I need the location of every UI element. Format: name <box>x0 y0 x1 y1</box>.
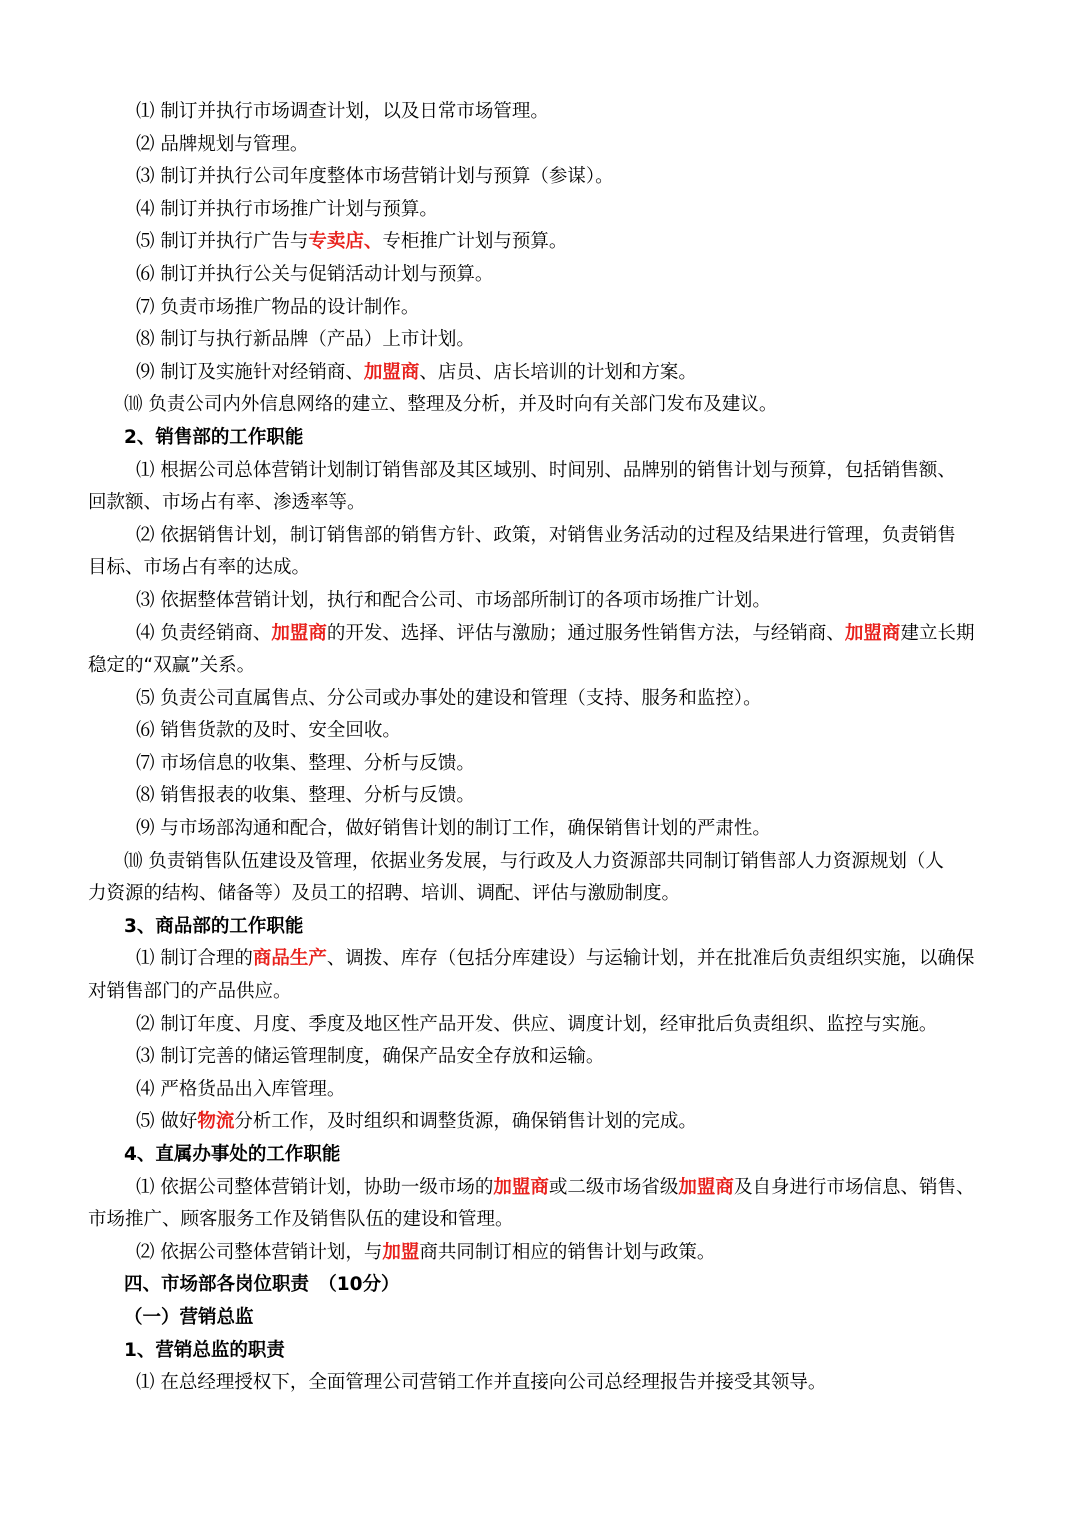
section-heading <box>88 1139 992 1172</box>
list-item <box>88 585 992 618</box>
text-segment: 或二级市场省级 <box>548 1176 679 1198</box>
text-segment: ⑷ 制订并执行市场推广计划与预算。 <box>136 198 438 220</box>
list-item <box>88 618 992 651</box>
text-segment: ⑻ 销售报表的收集、整理、分析与反馈。 <box>136 785 475 807</box>
text-segment: ⑵ 依据销售计划，制订销售部的销售方针、政策，对销售业务活动的过程及结果进行管理，负责销售 <box>136 524 956 546</box>
text-segment: 目标、市场占有率的达成。 <box>88 557 311 579</box>
text-segment: 稳定的“双赢”关系。 <box>88 655 256 677</box>
list-item <box>88 813 992 846</box>
list-item <box>88 1237 992 1270</box>
text-segment: ⑵ 依据公司整体营销计划，与 <box>136 1241 383 1263</box>
text-segment: 、调拨、库存（包括分库建设）与运输计划，并在批准后负责组织实施，以确保 <box>326 948 975 970</box>
highlighted-term: 加盟商 <box>363 361 420 383</box>
list-item-continuation <box>88 878 992 911</box>
text-segment: 专柜推广计划与预算。 <box>382 231 568 253</box>
list-item <box>88 96 992 129</box>
highlighted-term: 专卖店、 <box>308 231 383 253</box>
text-segment: 商共同制订相应的销售计划与政策。 <box>419 1241 716 1263</box>
list-item <box>88 455 992 488</box>
text-segment: ⑴ 制订并执行市场调查计划，以及日常市场管理。 <box>136 101 549 122</box>
text-segment: 建立长期 <box>900 622 975 644</box>
text-segment: ⑽ 负责公司内外信息网络的建立、整理及分析，并及时向有关部门发布及建议。 <box>124 394 778 416</box>
list-item <box>88 780 992 813</box>
highlighted-term: 物流 <box>197 1111 235 1133</box>
highlighted-term: 加盟商 <box>844 622 901 644</box>
text-segment: ⑸ 负责公司直属售点、分公司或办事处的建设和管理（支持、服务和监控）。 <box>136 687 762 709</box>
list-item-continuation <box>88 487 992 520</box>
list-item <box>88 226 992 259</box>
text-segment: ⑹ 制订并执行公关与促销活动计划与预算。 <box>136 263 494 285</box>
highlighted-term: 加盟 <box>382 1241 420 1263</box>
text-segment: ⑶ 依据整体营销计划，执行和配合公司、市场部所制订的各项市场推广计划。 <box>136 589 771 611</box>
section-heading <box>88 422 992 455</box>
list-item <box>88 1172 992 1205</box>
text-segment: ⑶ 制订并执行公司年度整体市场营销计划与预算（参谋）。 <box>136 166 614 188</box>
text-segment: 市场推广、顾客服务工作及销售队伍的建设和管理。 <box>88 1209 514 1231</box>
text-segment: ⑹ 销售货款的及时、安全回收。 <box>136 720 401 742</box>
text-segment: 四、市场部各岗位职责 （10分） <box>124 1274 400 1296</box>
text-segment: 1、营销总监的职责 <box>124 1339 285 1361</box>
list-item <box>88 1041 992 1074</box>
text-segment: 回款额、市场占有率、渗透率等。 <box>88 492 366 514</box>
text-segment: 的开发、选择、评估与激励；通过服务性销售方法，与经销商、 <box>326 622 845 644</box>
list-item <box>88 1074 992 1107</box>
text-segment: ⑵ 品牌规划与管理。 <box>136 133 309 155</box>
list-item <box>88 1106 992 1139</box>
section-heading <box>88 911 992 944</box>
list-item <box>88 715 992 748</box>
list-item <box>88 943 992 976</box>
list-item <box>88 1009 992 1042</box>
highlighted-term: 加盟商 <box>678 1176 734 1198</box>
text-segment: ⑼ 制订及实施针对经销商、 <box>136 361 364 383</box>
text-segment: 力资源的结构、储备等）及员工的招聘、培训、调配、评估与激励制度。 <box>88 883 681 905</box>
text-segment: ⑷ 严格货品出入库管理。 <box>136 1078 346 1100</box>
list-item <box>88 194 992 227</box>
text-segment: 3、商品部的工作职能 <box>124 915 304 937</box>
list-item-continuation <box>88 1204 992 1237</box>
text-segment: 4、直属办事处的工作职能 <box>124 1144 341 1165</box>
highlighted-term: 商品生产 <box>252 948 327 970</box>
list-item <box>88 520 992 553</box>
text-segment: ⑼ 与市场部沟通和配合，做好销售计划的制订工作，确保销售计划的严肃性。 <box>136 818 771 840</box>
text-segment: ⑵ 制订年度、月度、季度及地区性产品开发、供应、调度计划，经审批后负责组织、监控与实施。 <box>136 1013 938 1035</box>
text-segment: ⑽ 负责销售队伍建设及管理，依据业务发展，与行政及人力资源部共同制订销售部人力资源规划（人 <box>124 850 944 872</box>
list-item <box>88 259 992 292</box>
list-item <box>88 292 992 325</box>
text-segment: ⑺ 市场信息的收集、整理、分析与反馈。 <box>136 752 475 774</box>
list-item-continuation <box>88 552 992 585</box>
text-segment: ⑻ 制订与执行新品牌（产品）上市计划。 <box>136 329 475 351</box>
text-segment: 对销售部门的产品供应。 <box>88 981 292 1003</box>
text-segment: ⑺ 负责市场推广物品的设计制作。 <box>136 296 420 318</box>
text-segment: ⑷ 负责经销商、 <box>136 622 272 644</box>
section-heading <box>88 1269 992 1302</box>
list-item <box>88 1367 992 1400</box>
text-segment: 分析工作，及时组织和调整货源，确保销售计划的完成。 <box>234 1111 697 1133</box>
text-segment: ⑴ 依据公司整体营销计划，协助一级市场的 <box>136 1176 494 1198</box>
text-segment: 、店员、店长培训的计划和方案。 <box>419 361 697 383</box>
section-heading <box>88 1335 992 1368</box>
text-segment: 及自身进行市场信息、销售、 <box>733 1176 975 1198</box>
highlighted-term: 加盟商 <box>493 1176 549 1198</box>
text-segment: ⑸ 做好 <box>136 1111 198 1133</box>
text-segment: （一）营销总监 <box>124 1306 254 1328</box>
text-segment: ⑴ 根据公司总体营销计划制订销售部及其区域别、时间别、品牌别的销售计划与预算，包括销售额、 <box>136 459 956 481</box>
list-item <box>88 683 992 716</box>
list-item <box>88 129 992 162</box>
text-segment: ⑴ 制订合理的 <box>136 948 253 970</box>
text-segment: ⑴ 在总经理授权下，全面管理公司营销工作并直接向公司总经理报告并接受其领导。 <box>136 1372 827 1394</box>
text-segment: ⑸ 制订并执行广告与 <box>136 231 309 253</box>
list-item <box>88 161 992 194</box>
list-item <box>88 324 992 357</box>
list-item-continuation <box>88 976 992 1009</box>
list-item <box>88 846 992 879</box>
list-item <box>88 357 992 390</box>
list-item-continuation <box>88 650 992 683</box>
text-segment: 2、销售部的工作职能 <box>124 426 304 448</box>
list-item <box>88 389 992 422</box>
text-segment: ⑶ 制订完善的储运管理制度，确保产品安全存放和运输。 <box>136 1046 605 1068</box>
highlighted-term: 加盟商 <box>271 622 327 644</box>
list-item <box>88 748 992 781</box>
section-heading <box>88 1302 992 1335</box>
